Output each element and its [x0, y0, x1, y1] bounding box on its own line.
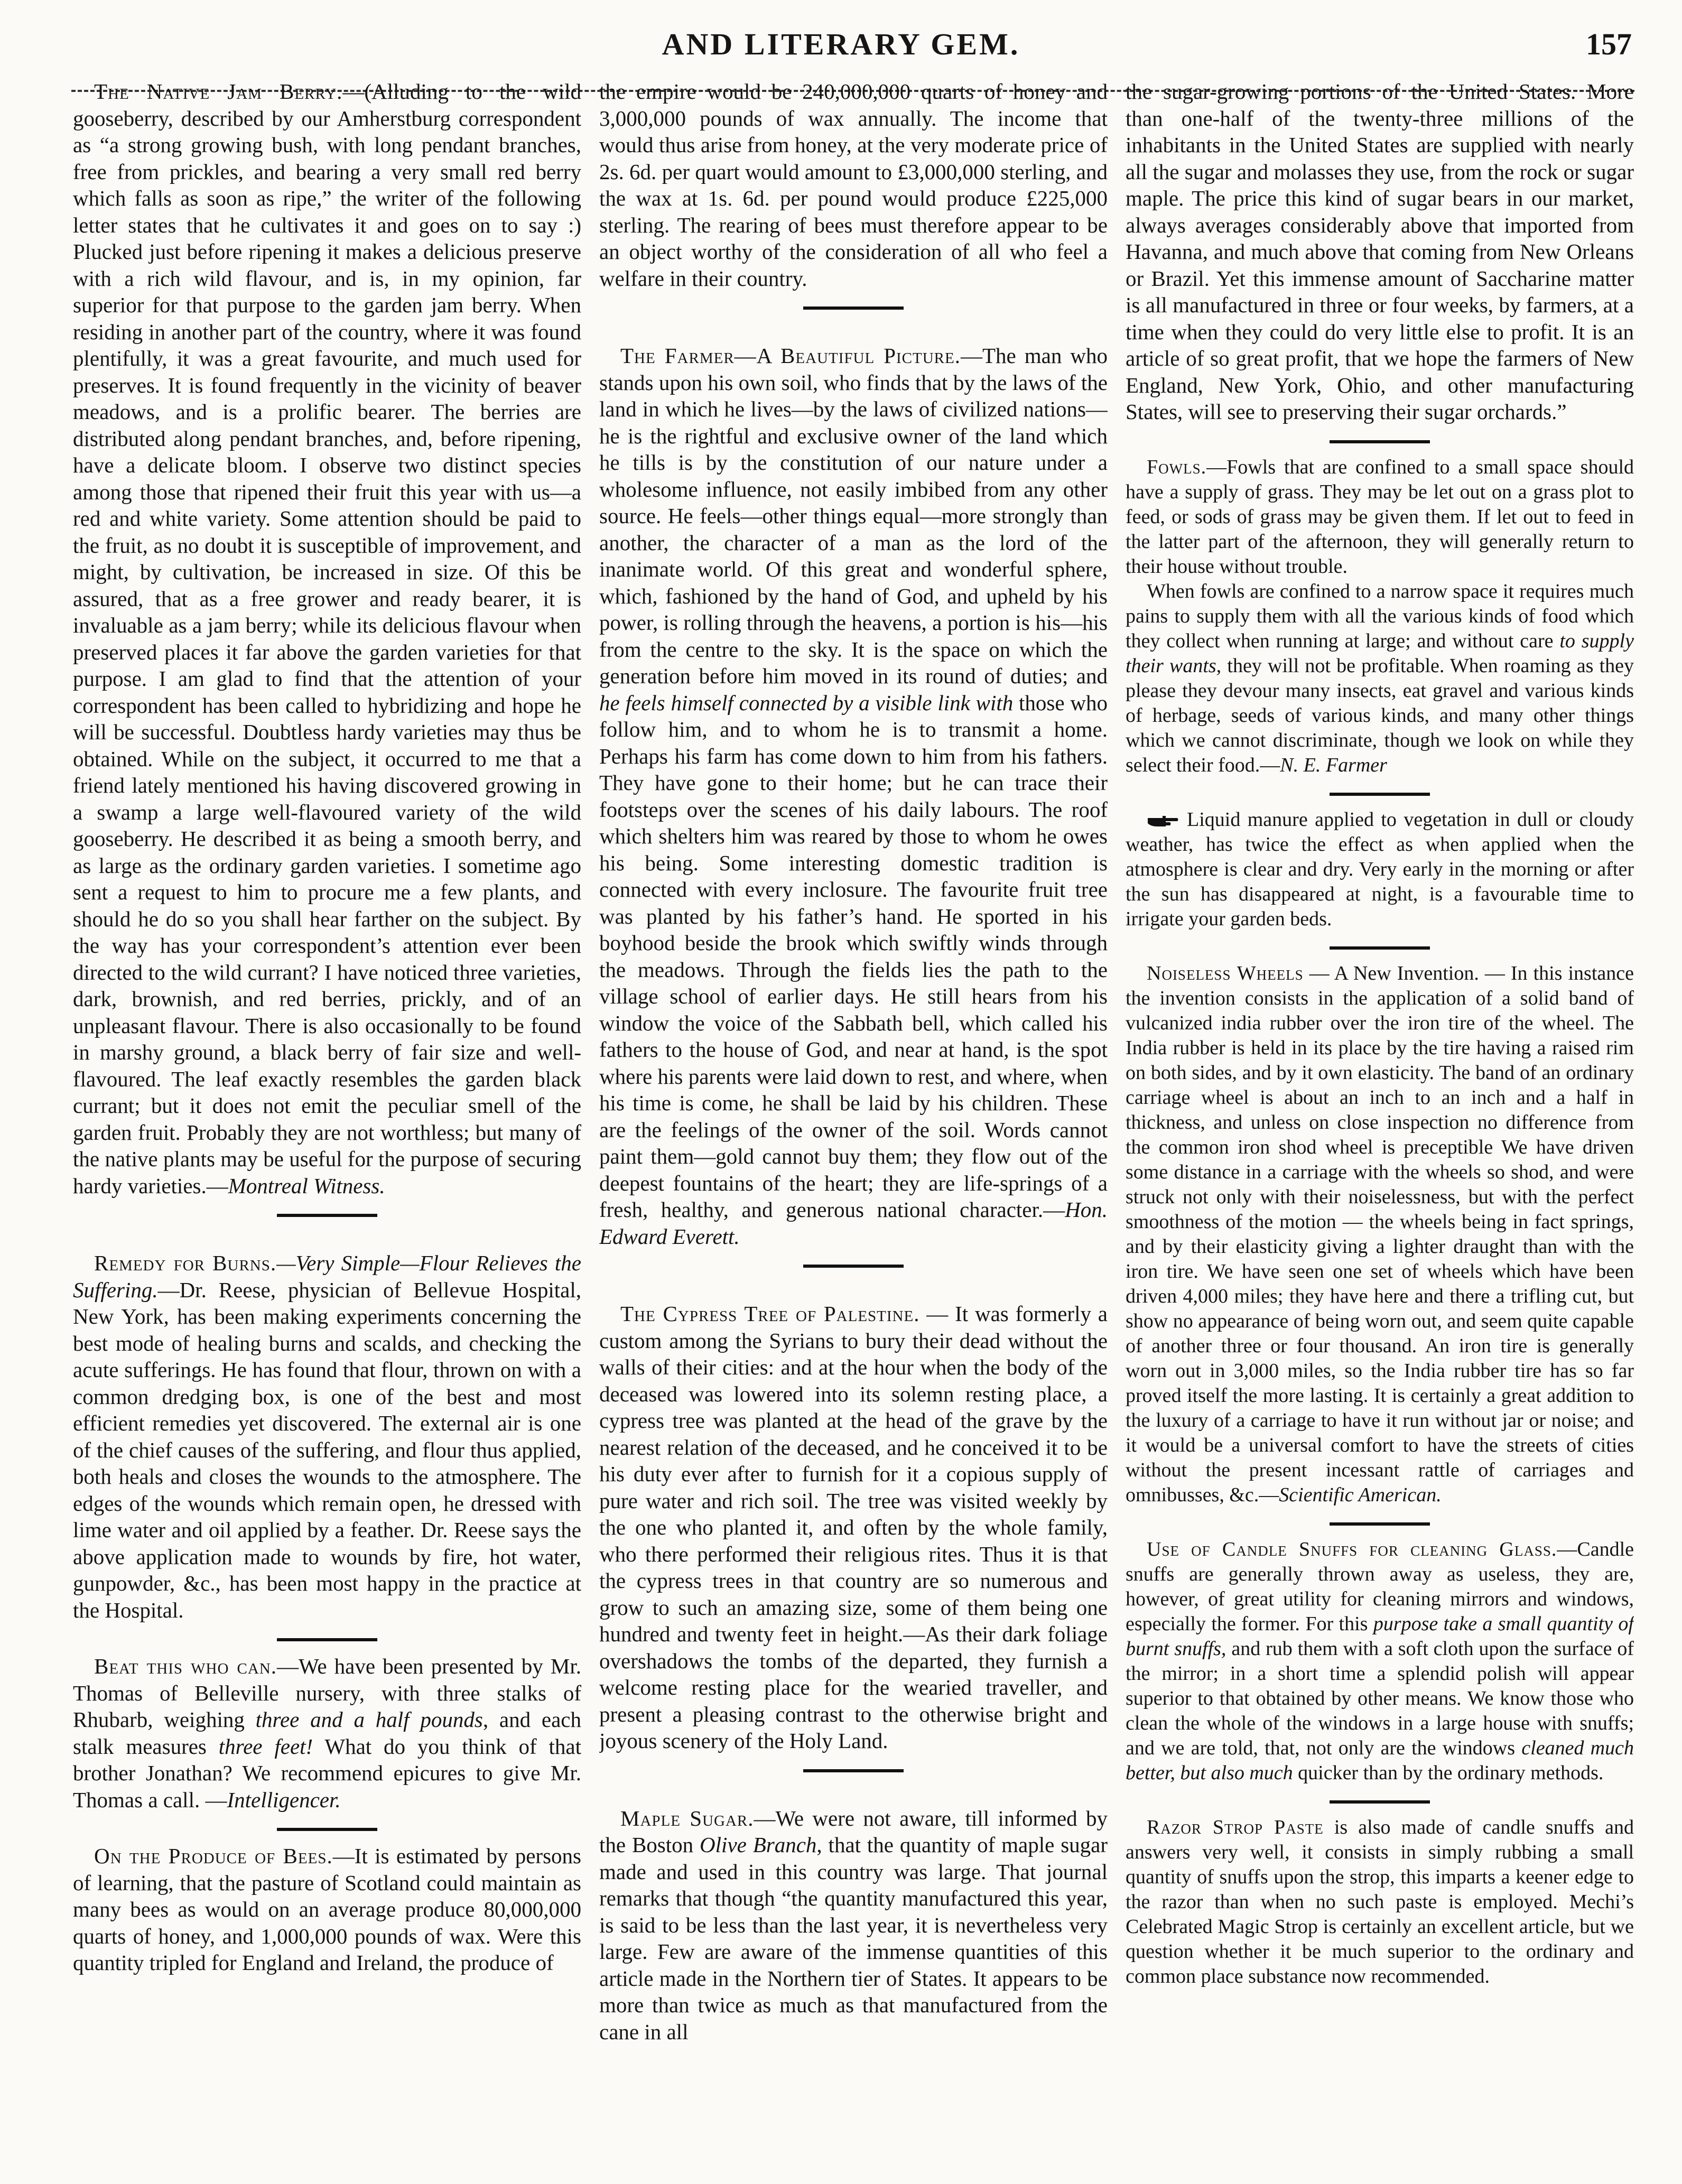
article-title: Use of Candle Snuffs for cleaning Glass.: [1147, 1538, 1557, 1560]
article-maple-sugar: [599, 1805, 1108, 2046]
section-divider: [1330, 1522, 1430, 1526]
article-body: What do you think of that brother Jonathan? We recommend epicures to give Mr. Thomas a call. —: [73, 1734, 581, 1812]
section-divider: [277, 1638, 377, 1641]
article-title: The Cypress Tree of Palestine.: [620, 1302, 920, 1326]
article-emphasis: to supply their wants,: [1126, 629, 1634, 677]
article-body: and rub them with a soft cloth upon the surface of the mirror; in a short time a splendid polish will appear superior to that obtained by other means. We know those who clean the whole of the windows in a large house with snuffs; and we are told, that, not only are the windows: [1126, 1637, 1634, 1759]
section-divider: [803, 306, 904, 310]
article-emphasis: purpose take a small quantity of burnt snuffs,: [1126, 1612, 1634, 1660]
article-remedy-for-burns: [73, 1250, 581, 1623]
column-3: [1126, 78, 1634, 2166]
article-emphasis: three feet!: [218, 1734, 313, 1759]
article-title: Remedy for Burns.: [94, 1251, 277, 1275]
article-emphasis: Olive Branch: [700, 1833, 817, 1857]
article-body: the empire would be 240,000,000 quarts of honey and 3,000,000 pounds of wax annually. The income that would thus arise from honey, at the very moderate price of 2s. 6d. per quart would amount to £3,000,000 sterling, and the wax at 1s. 6d. per pound would produce £225,000 sterling. The rearing of bees must therefore appear to be an object worthy of the consideration of all who feel a welfare in their country.: [599, 79, 1108, 291]
article-body: , that the quantity of maple sugar made and used in this country was large. That journal remarks that though “the quantity manufactured this year, is said to be less than the last year, it is nevertheless very large. Few are aware of the immense quantities of this article made in the Northern tier of States. It appears to be more than twice as much as that manufactured from the cane in all: [599, 1833, 1108, 2044]
article-beat-this: [73, 1653, 581, 1813]
article-title: Noiseless Wheels: [1147, 962, 1304, 984]
article-source: Scientific American.: [1279, 1483, 1442, 1506]
article-title: On the Produce of Bees.: [94, 1844, 333, 1868]
article-body: — A New Invention. — In this instance the invention consists in the application of a solid band of vulcanized india rubber over the iron tire of the wheel. The India rubber is held in its place by the tire having a raised rim on both sides, and by it own elasticity. The band of an ordinary carriage wheel is about an inch to an inch and a half in thickness, and unless on close inspection no difference from the common iron shod wheel is preceptible We have driven some distance in a carriage with the wheels so shod, and were struck not only with their noiselessness, but with the perfect smoothness of the motion — the wheels being in fact springs, and by their elasticity giving a lighter draught than with the iron tire. We have seen one set of wheels which have been driven 4,000 miles; they have here and there a trifling cut, but show no appearance of being worn out, and seem quite capable of another three or four thousand. An iron tire is generally worn out in 3,000 miles, so the India rubber tire has so far proved itself the more lasting. It is certainly a great addition to the luxury of a carriage to have it run without jar or noise; and it would be a universal comfort to have the streets of cities without the present incessant rattle of carriages and omnibusses, &c.—: [1126, 962, 1634, 1506]
article-maple-sugar-continued: [1126, 78, 1634, 425]
article-body: , and each stalk measures: [73, 1707, 581, 1759]
article-source: Montreal Witness.: [228, 1173, 385, 1198]
article-title: The Native Jam Berry.: [94, 79, 343, 104]
article-body: —Candle snuffs are generally thrown away as useless, they are, however, of great utility for cleaning mirrors and windows, especially the former. For this: [1126, 1538, 1634, 1635]
article-source: Intelligencer.: [227, 1787, 341, 1812]
article-title: Beat this who can.: [94, 1654, 277, 1678]
article-body: the sugar-growing portions of the United States. More than one-half of the twenty-three millions of the inhabitants in the United States are supplied with nearly all the sugar and molasses they use, from the rock or sugar maple. The price this kind of sugar bears in our market, always averages considerably above that imported from Havanna, and much above that coming from New Orleans or Brazil. Yet this immense amount of Saccharine matter is all manufactured in three or four weeks, by farmers, at a time when they could do very little else to profit. It is an article of so great profit, that we hope the farmers of New England, New York, Ohio, and other manufacturing States, will see to preserving their sugar orchards.”: [1126, 79, 1634, 424]
section-divider: [1330, 1800, 1430, 1804]
article-source: N. E. Farmer: [1280, 754, 1387, 776]
article-body: —The man who stands upon his own soil, who finds that by the laws of the land in which he lives—by the laws of civilized nations—he is the rightful and exclusive owner of the land which he tills is by the constitution of our nature under a wholesome influence, not easily imbibed from any other source. He feels—other things equal—more strongly than another, the character of a man as the lord of the inanimate world. Of this great and wonderful sphere, which, fashioned by the hand of God, and upheld by his power, is rolling through the heavens, a portion is his—his from the centre to the sky. It is the space on which the generation before him moved in its round of duties; and: [599, 343, 1108, 688]
article-body: —We have been presented by Mr. Thomas of Belleville nursery, with three stalks of Rhubarb, weighing: [73, 1654, 581, 1732]
article-razor-strop-paste: [1126, 1815, 1634, 1989]
article-body: — It was formerly a custom among the Syrians to bury their dead without the walls of their cities: and at the hour when the body of the deceased was lowered into its solemn resting place, a cypress tree was planted at the head of the grave by the nearest relation of the deceased, and he conceived it to be his duty ever after to furnish for it a copious supply of pure water and rich soil. The tree was visited weekly by the one who planted it, and often by the whole family, who there performed their religious rites. Thus it is that the cypress trees in that country are so numerous and grow to such an amazing size, some of them being one hundred and twenty feet in height.—As their dark foliage overshadows the tombs of the departed, they furnish a welcome resting place for the wearied traveller, and present a pleasing contrast to the otherwise bright and joyous scenery of the Holy Land.: [599, 1302, 1108, 1753]
column-2: [599, 78, 1108, 2166]
section-divider: [1330, 793, 1430, 796]
article-title: The Farmer—A Beautiful Picture.: [620, 343, 961, 368]
article-body: those who follow him, and to whom he is to transmit a home. Perhaps his farm has come down to him from his fathers. They have gone to their home; but he can trace their footsteps over the scenes of his daily labours. The roof which shelters him was reared by those to whom he owes his being. Some interesting domestic tradition is connected with every inclosure. The favourite fruit tree was planted by his father’s hand. He sported in his boyhood beside the brook which swiftly winds through the meadows. Through the fields lies the path to the village school of earlier days. He still hears from his window the voice of the Sabbath bell, which called his fathers to the house of God, and near at hand, is the spot where his parents were laid down to rest, and where, when his time is come, he shall be laid by his children. These are the feelings of the owner of the soil. Words cannot paint them—gold cannot buy them; they flow out of the deepest fountains of the heart; they are life-springs of a fresh, healthy, and generous national character.—: [599, 690, 1108, 1222]
section-divider: [803, 1769, 904, 1772]
three-column-body: [73, 78, 1634, 2166]
article-liquid-manure: [1126, 807, 1634, 932]
article-fowls-second-paragraph: [1126, 579, 1634, 778]
running-title: AND LITERARY GEM.: [662, 27, 1020, 61]
section-divider: [277, 1828, 377, 1831]
article-emphasis: three and a half pounds: [255, 1707, 483, 1732]
article-body: —(Alluding to the wild gooseberry, described by our Amherstburg correspondent as “a strong growing bush, with long pendant branches, free from prickles, and bearing a very small red berry which falls as soon as ripe,” the writer of the following letter states that he cultivates it and goes on to say :) Plucked just before ripening it makes a delicious preserve with a rich wild flavour, and is, in my opinion, far superior for that purpose to the garden jam berry. When residing in another part of the country, where it was found plentifully, it was a great favourite, and much used for preserves. It is found frequently in the vicinity of beaver meadows, and is a prolific bearer. The berries are distributed along pendant branches, and, before ripening, have a delicate bloom. I observe two distinct species among those that ripened their fruit this year with us—a red and white variety. Some attention should be paid to the fruit, as no doubt it is susceptible of improvement, and might, by cultivation, be increased in size. Of this be assured, that as a free grower and ready bearer, it is invaluable as a jam berry; while its delicious flavour when preserved places it far above the garden varieties for that purpose. I am glad to find that the attention of your correspondent has been called to hybridizing and hope he will be successful. Doubtless hardy varieties may thus be obtained. While on the subject, it occurred to me that a friend lately mentioned his having discovered growing in a swamp a large well-flavoured variety of the wild gooseberry. He described it as being a smooth berry, and as large as the ordinary garden varieties. I sometime ago sent a request to him to procure me a few plants, and should he do so you shall hear farther on the subject. By the way has your correspondent’s attention ever been directed to the wild currant? I have noticed three varieties, dark, brownish, and red berries, prickly, and of an unpleasant flavour. There is also occasionally to be found in marshy ground, a black berry of fair size and well-flavoured. The leaf exactly resembles the garden black currant; but it does not emit the peculiar smell of the garden fruit. Probably they are not worthless; but many of the native plants may be useful for the purpose of securing hardy varieties.—: [73, 79, 581, 1198]
article-body: —Dr. Reese, physician of Bellevue Hospital, New York, has been making experiments concerning the best mode of healing burns and scalds, and checking the acute sufferings. He has found that flour, thrown on with a common dredging box, is one of the best and most efficient remedies yet discovered. The external air is one of the chief causes of the suffering, and flour thus applied, both heals and closes the wounds to the atmosphere. The edges of the wounds which remain open, he dressed with lime water and oil applied by a feather. Dr. Reese says the above application made to wounds by fire, hot water, gunpowder, &c., has been most happy in the practice at the Hospital.: [73, 1277, 581, 1622]
article-body: they will not be profitable. When roaming as they please they devour many insects, eat gravel and various kinds of herbage, seeds of various kinds, and many other things which we cannot discriminate, though we look on while they select their food.—: [1126, 654, 1634, 776]
article-title: Maple Sugar.: [620, 1806, 754, 1830]
section-divider: [1330, 440, 1430, 443]
article-body: quicker than by the ordinary methods.: [1293, 1761, 1604, 1784]
section-divider: [1330, 946, 1430, 950]
article-cypress-tree: [599, 1300, 1108, 1754]
section-divider: [277, 1214, 377, 1217]
article-produce-of-bees: [73, 1843, 581, 1976]
article-body: —Fowls that are confined to a small space should have a supply of grass. They may be let out on a grass plot to feed, or sods of grass may be given them. If let out to feed in the latter part of the afternoon, they will generally return to their house without trouble.: [1126, 456, 1634, 578]
article-noiseless-wheels: [1126, 961, 1634, 1508]
pointing-hand-icon: [1147, 814, 1179, 829]
article-body: —We were not aware, till informed by the Boston: [599, 1806, 1108, 1857]
column-1: [73, 78, 581, 2166]
article-produce-of-bees-continued: [599, 78, 1108, 292]
running-head: [0, 26, 1682, 69]
article-source: Hon. Edward Everett.: [599, 1197, 1108, 1249]
article-title: Fowls.: [1147, 456, 1207, 478]
article-body: —It is estimated by persons of learning, that the pasture of Scotland could maintain as many bees as would on an average produce 80,000,000 quarts of honey, and 1,000,000 pounds of wax. Were this quantity tripled for England and Ireland, the produce of: [73, 1844, 581, 1975]
article-emphasis: cleaned much better, but also much: [1126, 1736, 1634, 1784]
page-number: 157: [1586, 27, 1632, 61]
article-subtitle: —Very Simple—Flour Relieves the Suffering.: [73, 1251, 581, 1302]
article-body: Liquid manure applied to vegetation in dull or cloudy weather, has twice the effect as when applied when the atmosphere is clear and dry. Very early in the morning or after the sun has disappeared at night, is a favourable time to irrigate your garden beds.: [1126, 808, 1634, 930]
article-fowls: [1126, 455, 1634, 579]
section-divider: [803, 1265, 904, 1268]
article-candle-snuffs: [1126, 1537, 1634, 1786]
article-emphasis: he feels himself connected by a visible link with: [599, 690, 1014, 715]
article-native-jam-berry: [73, 78, 581, 1199]
article-body: is also made of candle snuffs and answers very well, it consists in simply rubbing a small quantity of snuffs upon the strop, this imparts a keener edge to the razor than when no such paste is employed. Mechi’s Celebrated Magic Strop is certainly an excellent article, but we question whether it be much superior to the ordinary and common place substance now recommended.: [1126, 1816, 1634, 1987]
article-the-farmer: [599, 342, 1108, 1250]
article-body: When fowls are confined to a narrow space it requires much pains to supply them with all the various kinds of food which they collect when running at large; and without care: [1126, 580, 1634, 652]
article-title: Razor Strop Paste: [1147, 1816, 1324, 1838]
